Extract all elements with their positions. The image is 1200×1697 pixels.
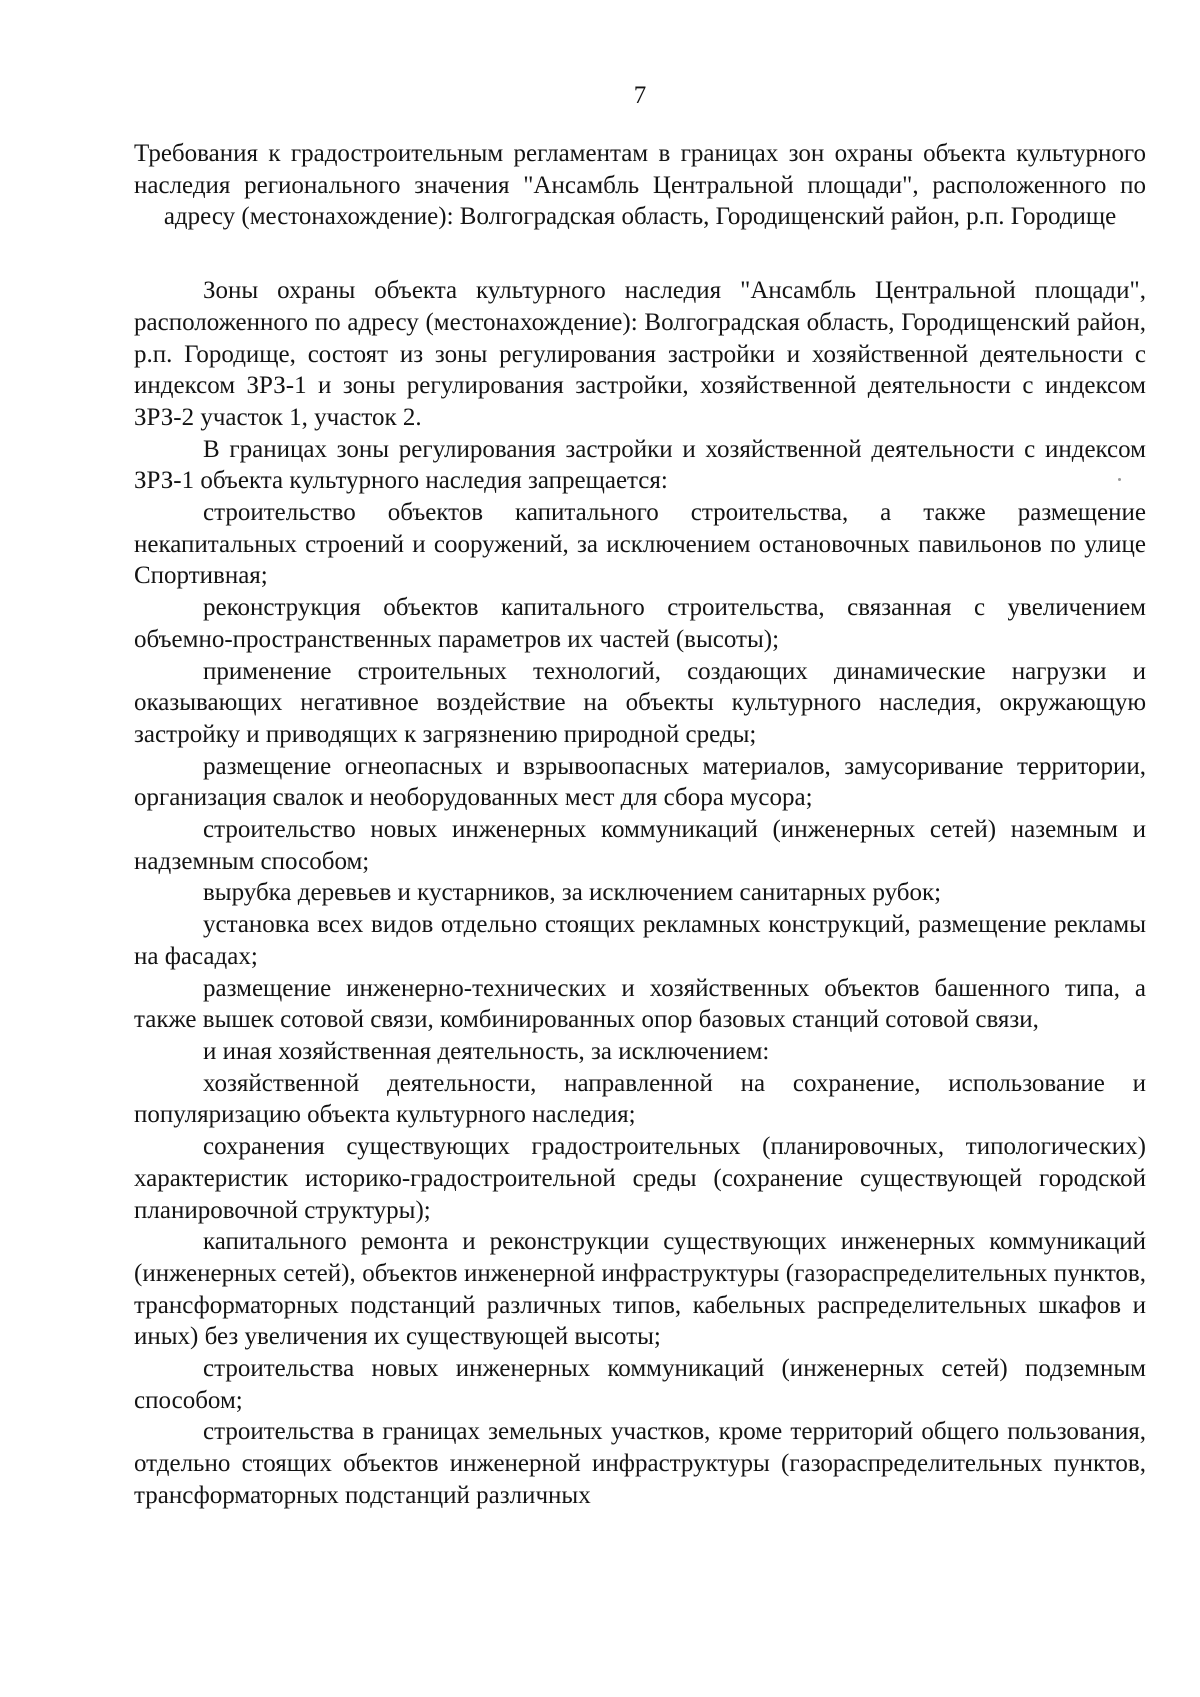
paragraph: применение строительных технологий, создающих динамические нагрузки и оказывающих негативное воздействие на объекты культурного наследия, окружающую застройку и приводящих к загрязнению природной среды; bbox=[134, 657, 1146, 748]
document-body bbox=[134, 275, 1146, 1511]
paragraph: строительство объектов капитального строительства, а также размещение некапитальных строений и сооружений, за исключением остановочных павильонов по улице Спортивная; bbox=[134, 499, 1146, 590]
scan-speck bbox=[1118, 478, 1121, 481]
paragraph: сохранения существующих градостроительных (планировочных, типологических) характеристик историко-градостроительной среды (сохранение существующей городской планировочной структуры); bbox=[134, 1133, 1146, 1224]
page-number: 7 bbox=[633, 82, 647, 109]
paragraph: строительство новых инженерных коммуникаций (инженерных сетей) наземным и надземным способом; bbox=[134, 816, 1146, 875]
paragraph: и иная хозяйственная деятельность, за исключением: bbox=[203, 1037, 770, 1065]
paragraph: хозяйственной деятельности, направленной на сохранение, использование и популяризацию объекта культурного наследия; bbox=[134, 1069, 1146, 1129]
document-content bbox=[134, 138, 1146, 1512]
paragraph: капитального ремонта и реконструкции существующих инженерных коммуникаций (инженерных сетей), объектов инженерной инфраструктуры (газораспределительных пунктов, трансформаторных подстанций различных типов, кабельных распределительных шкафов и иных) без увеличения их существующей высоты; bbox=[134, 1228, 1146, 1351]
paragraph: В границах зоны регулирования застройки и хозяйственной деятельности с индексом ЗРЗ-1 объекта культурного наследия запрещается: bbox=[134, 435, 1146, 495]
paragraph: размещение инженерно-технических и хозяйственных объектов башенного типа, а также вышек сотовой связи, комбинированных опор базовых станций сотовой связи, bbox=[134, 974, 1146, 1034]
paragraph: Зоны охраны объекта культурного наследия "Ансамбль Центральной площади", расположенного по адресу (местонахождение): Волгоградская область, Городищенский район, р.п. Городище, состоят из зоны регулирования застройки и хозяйственной деятельности с индексом ЗРЗ-1 и зоны регулирования застройки, хозяйственной деятельности с индексом ЗРЗ-2 участок 1, участок 2. bbox=[134, 277, 1146, 431]
paragraph: вырубка деревьев и кустарников, за исключением санитарных рубок; bbox=[203, 879, 942, 907]
paragraph: строительства новых инженерных коммуникаций (инженерных сетей) подземным способом; bbox=[134, 1355, 1146, 1414]
paragraph: установка всех видов отдельно стоящих рекламных конструкций, размещение рекламы на фасадах; bbox=[134, 911, 1146, 970]
paragraph: строительства в границах земельных участков, кроме территорий общего пользования, отдельно стоящих объектов инженерной инфраструктуры (газораспределительных пунктов, трансформаторных подстанций различных bbox=[134, 1418, 1146, 1509]
paragraph: реконструкция объектов капитального строительства, связанная с увеличением объемно-пространственных параметров их частей (высоты); bbox=[134, 594, 1146, 653]
paragraph: размещение огнеопасных и взрывоопасных материалов, замусоривание территории, организация свалок и необорудованных мест для сбора мусора; bbox=[134, 752, 1146, 812]
document-title: Требования к градостроительным регламентам в границах зон охраны объекта культурного наследия регионального значения "Ансамбль Центральной площади", расположенного по адресу (местонахождение): Волгоградская область, Городищенский район, р.п. Городище bbox=[134, 140, 1146, 231]
